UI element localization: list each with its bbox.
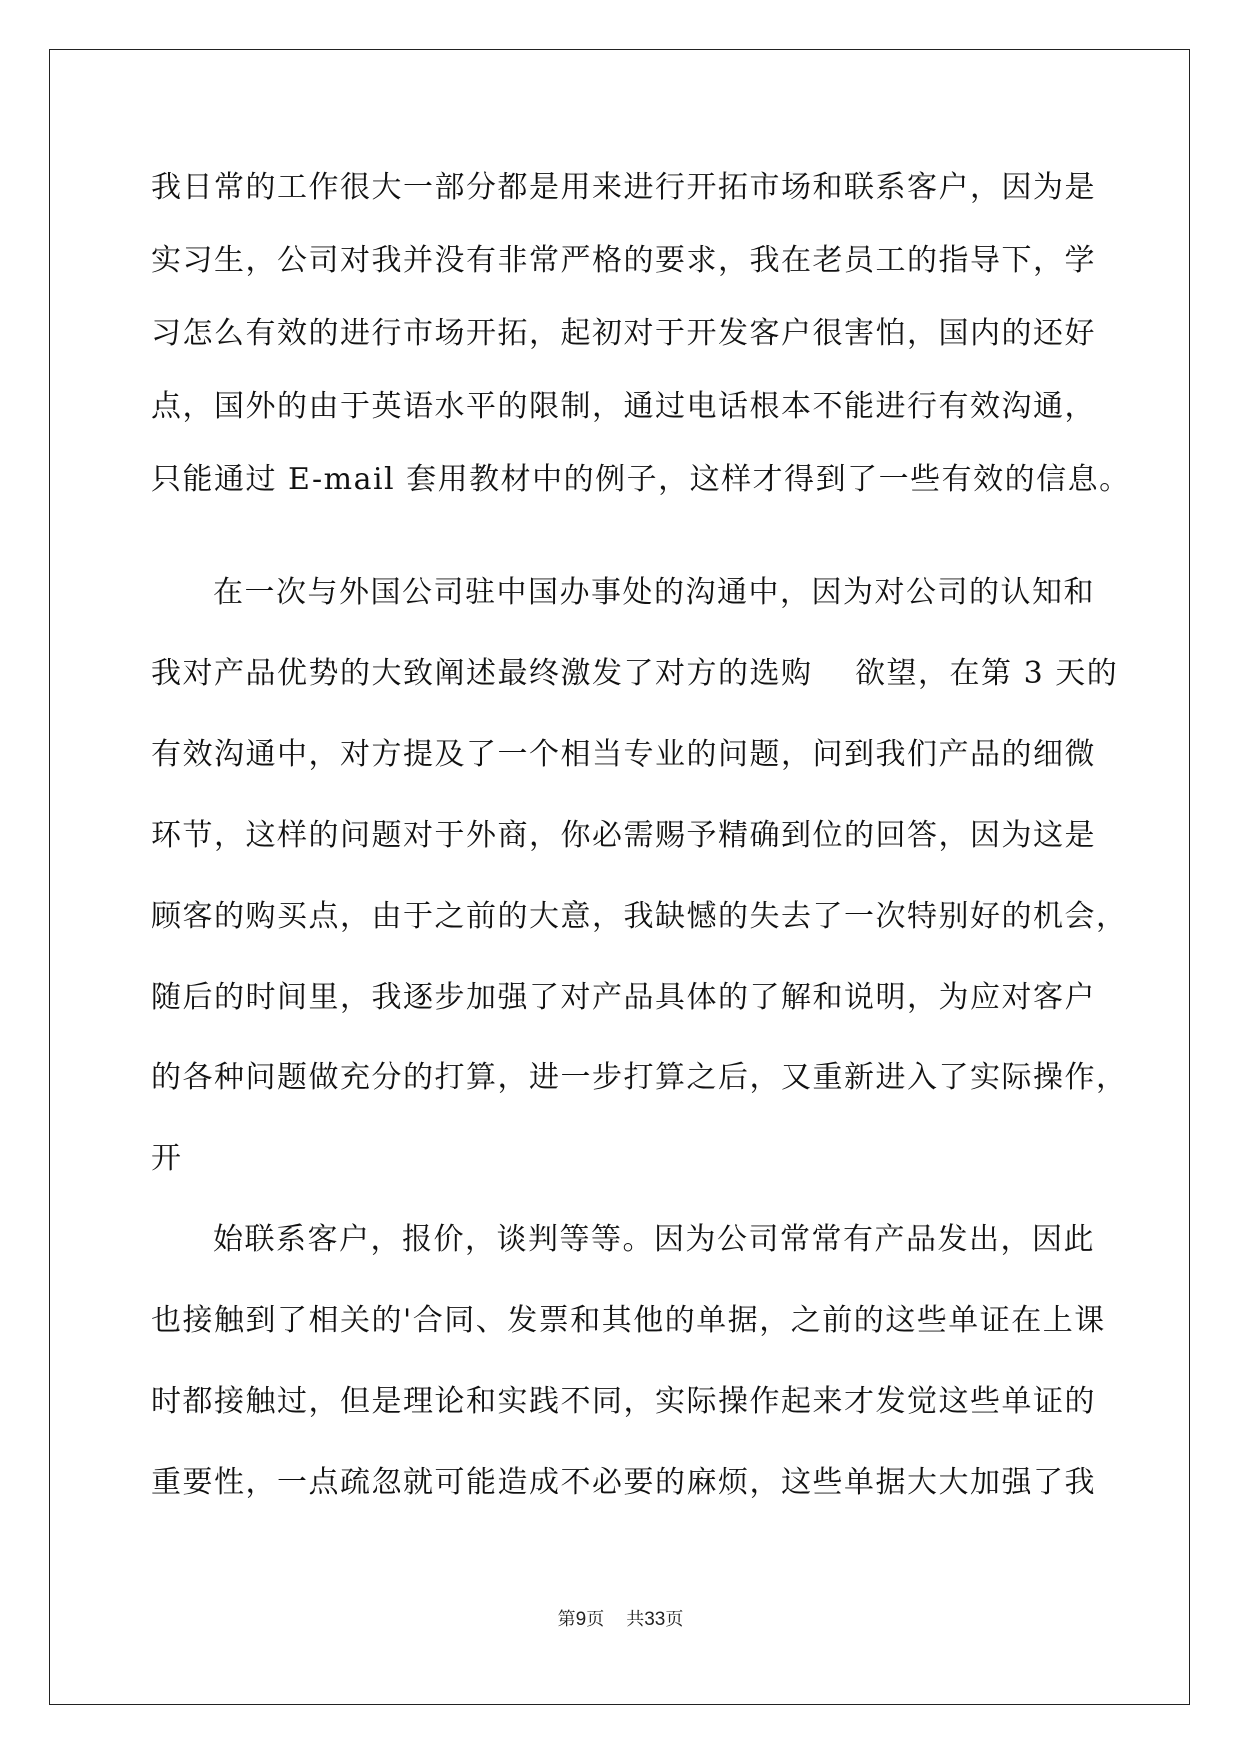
total-prefix: 共: [626, 1609, 645, 1630]
text-line: 的各种问题做充分的打算，进一步打算之后，又重新进入了实际操作，: [151, 1060, 1128, 1095]
page-number: 9: [575, 1609, 587, 1630]
text-line: 我日常的工作很大一部分都是用来进行开拓市场和联系客户，因为是: [151, 170, 1096, 205]
paragraph-first-line: 在一次与外国公司驻中国办事处的沟通中，因为对公司的认知和: [213, 575, 1095, 610]
text-line: 开: [151, 1141, 183, 1176]
page-prefix: 第: [557, 1609, 576, 1630]
total-pages: 33: [644, 1609, 666, 1630]
text-line: 只能通过 E-mail 套用教材中的例子，这样才得到了一些有效的信息。: [151, 462, 1131, 497]
page-footer: [0, 1608, 1241, 1632]
text-line: 环节，这样的问题对于外商，你必需赐予精确到位的回答，因为这是: [151, 818, 1096, 853]
total-suffix: 页: [665, 1609, 684, 1630]
text-line: 我对产品优势的大致阐述最终激发了对方的选购 欲望，在第 3 天的: [151, 656, 1119, 691]
text-line: 习怎么有效的进行市场开拓，起初对于开发客户很害怕，国内的还好: [151, 316, 1096, 351]
page-border: [49, 49, 1190, 1705]
paragraph-first-line: 始联系客户，报价，谈判等等。因为公司常常有产品发出，因此: [213, 1222, 1095, 1257]
text-line: 重要性，一点疏忽就可能造成不必要的麻烦，这些单据大大加强了我: [151, 1465, 1096, 1500]
text-line: 也接触到了相关的'合同、发票和其他的单据，之前的这些单证在上课: [151, 1303, 1106, 1338]
text-line: 点，国外的由于英语水平的限制，通过电话根本不能进行有效沟通，: [151, 389, 1096, 424]
text-line: 有效沟通中，对方提及了一个相当专业的问题，问到我们产品的细微: [151, 737, 1096, 772]
text-line: 时都接触过，但是理论和实践不同，实际操作起来才发觉这些单证的: [151, 1384, 1096, 1419]
text-line: 实习生，公司对我并没有非常严格的要求，我在老员工的指导下，学: [151, 243, 1096, 278]
text-line: 顾客的购买点，由于之前的大意，我缺憾的失去了一次特别好的机会，: [151, 899, 1128, 934]
text-line: 随后的时间里，我逐步加强了对产品具体的了解和说明，为应对客户: [151, 980, 1096, 1015]
page-suffix: 页: [586, 1609, 605, 1630]
